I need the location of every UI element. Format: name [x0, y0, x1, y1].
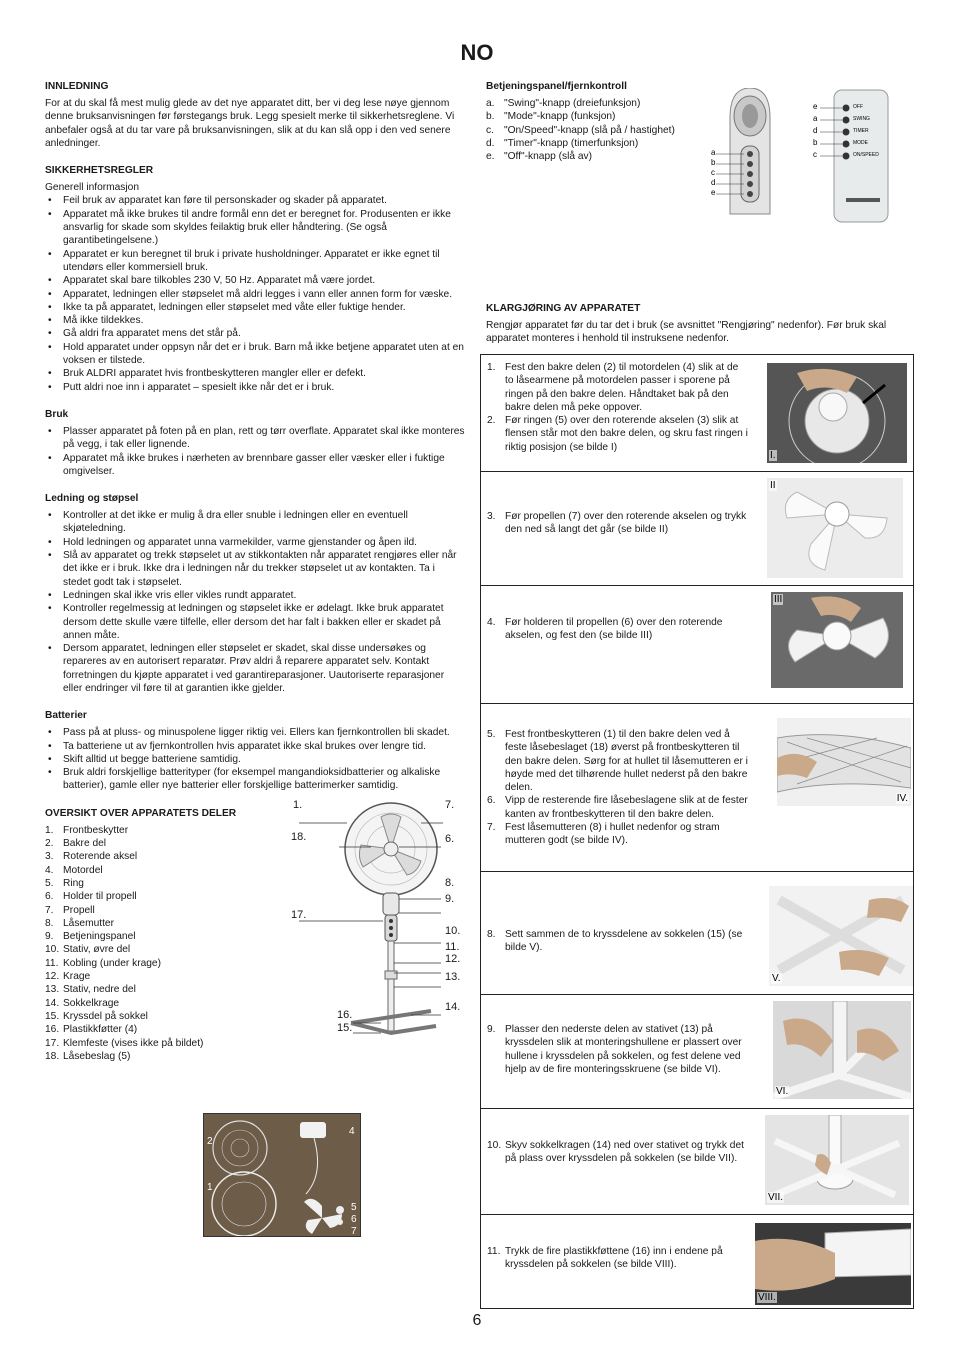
step-image-2: [767, 478, 903, 578]
list-item: • Hold ledningen og apparatet unna varmekilder, varme gjenstander og åpen ild.: [45, 536, 465, 549]
control-panel-figure: [708, 88, 908, 224]
page-number: 6: [472, 1312, 482, 1329]
use-list: [45, 425, 465, 478]
panel-letter: b: [711, 158, 716, 167]
table-row: [481, 1109, 913, 1215]
safety-list: [45, 194, 465, 393]
callout-label: 7.: [445, 798, 455, 811]
table-row: [481, 586, 913, 704]
list-item: e. "Off"-knapp (slå av): [486, 151, 593, 163]
list-item: 16. Plastikkføtter (4): [45, 1024, 138, 1036]
list-item: 2. Før ringen (5) over den roterende akselen (3) slik at flensen står mot den bakre delen, og skru fast ringen i riktig posisjon (se bilde I): [487, 415, 748, 453]
panel-letter: c: [711, 168, 715, 177]
photo-label: 2: [207, 1136, 213, 1147]
panel-letter: e: [711, 188, 716, 197]
parts-heading: OVERSIKT OVER APPARATETS DELER: [45, 807, 237, 819]
list-item: • Apparatet skal bare tilkobles 230 V, 50 Hz. Apparatet må være jordet.: [45, 274, 465, 287]
list-item: 14. Sokkelkrage: [45, 997, 120, 1009]
image-label: VII.: [768, 1192, 784, 1203]
callout-label: 18.: [291, 830, 307, 843]
list-item: • Dersom apparatet, ledningen eller støpselet er skadet, skal disse undersøkes og repareres av en autorisert reparatør. Prøv aldri å reparere apparatet selv. Kontakt forretningen du kjøpte apparatet i ved garantireparasjoner. Uautoriserte reparasjoner eller endringer vil føre til at garantien ikke gjelder.: [45, 642, 465, 695]
list-item: • Kontroller at det ikke er mulig å dra eller snuble i ledningen eller en eventuell skjøteledning.: [45, 509, 465, 536]
callout-label: 9.: [445, 892, 455, 905]
table-row: [481, 472, 913, 586]
prep-heading: KLARGJØRING AV APPARATET: [486, 303, 641, 314]
list-item: 15. Kryssdel på sokkel: [45, 1010, 148, 1022]
table-row: [481, 1215, 913, 1308]
list-item: 11. Trykk de fire plastikkføttene (16) inn i endene på kryssdelen på sokkelen (se bilde VIII).: [487, 1246, 723, 1271]
step-text: [487, 1023, 749, 1076]
callout-label: 11.: [445, 940, 460, 953]
safety-subtitle: Generell informasjon: [45, 182, 139, 194]
remote-button-label: TIMER: [853, 128, 869, 134]
list-item: • Bruk aldri forskjellige batterityper (for eksempel mangandioksidbatterier og alkaliske batterier), gamle eller nye batterier eller forskjellige batterimerker samtidig.: [45, 766, 465, 793]
language-heading: NO: [460, 40, 494, 65]
batteries-section: [45, 709, 465, 792]
list-item: 1. Fest den bakre delen (2) til motordelen (4) slik at de to låsearmene på motordelen passer i sporene på ringen på den bakre delen. Håndtaket bak på den bakre delen må peke oppover.: [487, 362, 739, 413]
list-item: 5. Ring: [45, 877, 84, 889]
parts-section: [45, 798, 465, 1063]
step-image-8: [755, 1223, 911, 1305]
image-label: VI.: [776, 1086, 789, 1097]
list-item: a. "Swing"-knapp (dreiefunksjon): [486, 98, 641, 109]
image-label: IV.: [896, 793, 908, 804]
control-list: [486, 97, 706, 163]
control-section: [486, 80, 706, 163]
list-item: b. "Mode"-knapp (funksjon): [486, 111, 616, 123]
remote-letter: d: [813, 126, 818, 135]
list-item: 2. Bakre del: [45, 838, 107, 850]
callout-label: 10.: [445, 924, 461, 937]
intro-section: [45, 80, 465, 150]
callout-label: 12.: [445, 952, 461, 965]
photo-label: 7: [351, 1226, 357, 1237]
list-item: • Pass på at pluss- og minuspolene ligger riktig vei. Ellers kan fjernkontrollen bli skadet.: [45, 726, 465, 739]
parts-photo-image: [204, 1114, 360, 1236]
step-text: [487, 361, 749, 454]
step-image-5-graphic: [769, 886, 913, 986]
safety-heading: SIKKERHETSREGLER: [45, 165, 154, 177]
cord-heading: Ledning og støpsel: [45, 493, 139, 505]
list-item: 4. Motordel: [45, 864, 103, 876]
step-text: [487, 1245, 749, 1272]
assembly-steps-table: [480, 354, 914, 1309]
step-image-7-graphic: [765, 1115, 909, 1205]
step-image-6: [773, 1001, 911, 1099]
list-item: 11. Kobling (under krage): [45, 957, 161, 969]
panel-letter: d: [711, 178, 716, 187]
list-item: • Apparatet, ledningen eller støpselet må aldri legges i vann eller annen form for væske.: [45, 288, 465, 301]
step-image-3: [771, 592, 903, 688]
intro-text: For at du skal få mest mulig glede av det nye apparatet ditt, ber vi deg lese nøye gjennom denne bruksanvisningen før førstegangs bruk. Legg spesielt merke til sikkerhetsreglene. Vi anbefaler også at du tar vare på bruksanvisningen, slik at du kan slå opp i den ved senere anledninger.: [45, 98, 455, 149]
remote-letter: c: [813, 150, 817, 159]
step-image-3-graphic: [771, 592, 903, 688]
image-label: I.: [770, 450, 776, 461]
list-item: • Apparatet er kun beregnet til bruk i private husholdninger. Apparatet er ikke egnet til utendørs eller kommersiell bruk.: [45, 248, 465, 275]
list-item: • Kontroller regelmessig at ledningen og støpselet ikke er ødelagt. Ikke bruk apparatet dersom dette skulle være tilfelle, eller dersom det har falt i bakken eller er skadet på annen måte.: [45, 602, 465, 642]
control-heading: Betjeningspanel/fjernkontroll: [486, 81, 627, 92]
step-image-7: [765, 1115, 909, 1205]
list-item: • Skift alltid ut begge batteriene samtidig.: [45, 753, 465, 766]
callout-label: 1.: [293, 798, 303, 811]
step-image-1-graphic: [767, 363, 907, 463]
list-item: 9. Betjeningspanel: [45, 931, 136, 943]
parts-photo: [203, 1113, 361, 1237]
list-item: 10. Stativ, øvre del: [45, 944, 131, 956]
list-item: 8. Låsemutter: [45, 917, 114, 929]
remote-button-label: MODE: [853, 140, 868, 146]
parts-list: [45, 824, 275, 1063]
list-item: 18. Låsebeslag (5): [45, 1050, 131, 1062]
step-image-2-graphic: [767, 478, 903, 578]
list-item: • Må ikke tildekkes.: [45, 314, 465, 327]
remote-letter: a: [813, 114, 818, 123]
step-image-6-graphic: [773, 1001, 911, 1099]
list-item: 7. Propell: [45, 904, 95, 916]
list-item: 12. Krage: [45, 971, 91, 983]
step-text: [487, 728, 749, 848]
list-item: d. "Timer"-knapp (timerfunksjon): [486, 137, 639, 149]
callout-label: 13.: [445, 970, 461, 983]
list-item: • Bruk ALDRI apparatet hvis frontbeskytteren mangler eller er defekt.: [45, 367, 465, 380]
photo-label: 6: [351, 1214, 357, 1225]
callout-label: 14.: [445, 1000, 461, 1013]
photo-label: 4: [349, 1126, 355, 1137]
fan-diagram: [291, 798, 471, 1051]
remote-button-label: SWING: [853, 116, 870, 122]
list-item: 7. Fest låsemutteren (8) i hullet nedenfor og stram mutteren godt (se bilde IV).: [487, 822, 720, 847]
image-label: II: [770, 480, 776, 491]
remote-button-label: ON/SPEED: [853, 152, 879, 158]
list-item: 4. Før holderen til propellen (6) over den roterende akselen, og fest den (se bilde III): [487, 617, 723, 642]
image-label: V.: [772, 973, 781, 984]
step-image-4: [777, 718, 911, 806]
list-item: • Ikke ta på apparatet, ledningen eller støpselet med våte eller fuktige hender.: [45, 301, 465, 314]
step-image-5: [769, 886, 913, 986]
cord-section: [45, 492, 465, 695]
left-column: [45, 80, 465, 1077]
callout-label: 8.: [445, 876, 455, 889]
list-item: • Ta batteriene ut av fjernkontrollen hvis apparatet ikke skal brukes over lengre tid.: [45, 740, 465, 753]
image-label: III: [774, 594, 783, 605]
step-image-1: [767, 363, 907, 463]
list-item: 8. Sett sammen de to kryssdelene av sokkelen (15) (se bilde V).: [487, 929, 743, 954]
panel-letter: a: [711, 148, 716, 157]
photo-label: 1: [207, 1182, 213, 1193]
photo-label: 5: [351, 1202, 357, 1213]
step-image-4-graphic: [777, 718, 911, 806]
list-item: 3. Før propellen (7) over den roterende akselen og trykk den ned så langt det går (se bilde II): [487, 511, 747, 536]
step-text: [487, 510, 749, 537]
callout-label: 15.: [337, 1021, 353, 1034]
list-item: • Apparatet må ikke brukes til andre formål enn det er beregnet for. Produsenten er ikke ansvarlig for skade som skyldes feilaktig bruk eller håndtering. (Se også garantibetingelsene.): [45, 208, 465, 248]
list-item: 3. Roterende aksel: [45, 851, 138, 863]
intro-heading: INNLEDNING: [45, 81, 109, 92]
step-image-8-graphic: [755, 1223, 911, 1305]
callout-label: 16.: [337, 1008, 353, 1021]
list-item: 6. Vipp de resterende fire låsebeslagene slik at de fester kanten av frontbeskytteren til den bakre delen.: [487, 795, 748, 820]
list-item: 17. Klemfeste (vises ikke på bildet): [45, 1037, 204, 1049]
fan-illustration: [291, 798, 471, 1051]
table-row: [481, 872, 913, 995]
use-heading: Bruk: [45, 408, 69, 420]
image-label: VIII.: [758, 1292, 776, 1303]
list-item: 1. Frontbeskytter: [45, 824, 129, 836]
prep-section: [486, 302, 914, 346]
list-item: • Apparatet må ikke brukes i nærheten av brennbare gasser eller væsker eller i fuktige omgivelser.: [45, 452, 465, 479]
step-text: [487, 1139, 749, 1166]
table-row: [481, 704, 913, 872]
cord-list: [45, 509, 465, 695]
list-item: 9. Plasser den nederste delen av stativet (13) på kryssdelen slik at monteringshullene er plassert over hullene i kryssdelen på sokkelen, og fest delene ved hjelp av de fire monteringsskruene (se bilde VI).: [487, 1024, 742, 1075]
remote-letter: e: [813, 102, 818, 111]
prep-text: Rengjør apparatet før du tar det i bruk (se avsnittet "Rengjøring" nedenfor). Før bruk skal apparatet monteres i henhold til instruksene nedenfor.: [486, 320, 887, 345]
list-item: • Feil bruk av apparatet kan føre til personskader og skader på apparatet.: [45, 194, 465, 207]
list-item: • Slå av apparatet og trekk støpselet ut av stikkontakten når apparatet rengjøres eller når det ikke er i bruk. Ikke dra i ledningen når du trekker støpselet ut av kontakten. Ta i stedet godt tak i støpselet.: [45, 549, 465, 589]
remote-letter: b: [813, 138, 818, 147]
list-item: • Plasser apparatet på foten på en plan, rett og tørr overflate. Apparatet skal ikke monteres på vegg, i tak eller lignende.: [45, 425, 465, 452]
list-item: • Gå aldri fra apparatet mens det står på.: [45, 327, 465, 340]
safety-section: [45, 164, 465, 394]
list-item: 5. Fest frontbeskytteren (1) til den bakre delen ved å feste låsebeslaget (18) øverst på frontbeskytteren til den bakre delen. Sørg for at hullet til låsemutteren er i høyde med det tilhørende hullet nederst på den bakre delen.: [487, 729, 748, 794]
list-item: • Ledningen skal ikke vris eller vikles rundt apparatet.: [45, 589, 465, 602]
batteries-list: [45, 726, 465, 792]
list-item: • Hold apparatet under oppsyn når det er i bruk. Barn må ikke betjene apparatet uten at en voksen er tilstede.: [45, 341, 465, 368]
callout-label: 17.: [291, 908, 307, 921]
batteries-heading: Batterier: [45, 710, 87, 722]
table-row: [481, 355, 913, 472]
list-item: 10. Skyv sokkelkragen (14) ned over stativet og trykk det på plass over kryssdelen på sokkelen (se bilde VII).: [487, 1140, 744, 1165]
step-text: [487, 928, 749, 955]
callout-label: 6.: [445, 832, 455, 845]
remote-button-label: OFF: [853, 104, 863, 110]
list-item: c. "On/Speed"-knapp (slå på / hastighet): [486, 124, 675, 136]
use-section: [45, 408, 465, 478]
step-text: [487, 616, 749, 643]
table-row: [481, 995, 913, 1109]
list-item: • Putt aldri noe inn i apparatet – spesielt ikke når det er i bruk.: [45, 381, 465, 394]
list-item: 13. Stativ, nedre del: [45, 984, 136, 996]
list-item: 6. Holder til propell: [45, 891, 137, 903]
